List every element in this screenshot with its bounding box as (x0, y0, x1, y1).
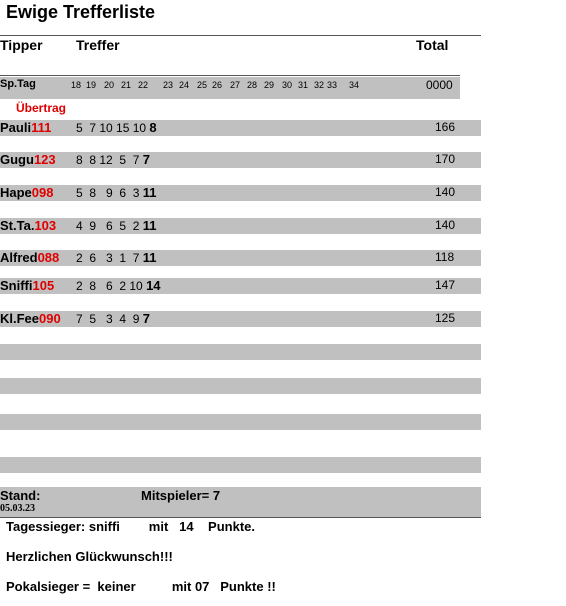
player-name-text: Sniffi (0, 278, 33, 293)
stand-row (0, 487, 481, 517)
player-hits-values: 5 7 10 15 10 (76, 121, 147, 135)
player-total: 125 (435, 311, 456, 325)
player-hits (76, 311, 150, 326)
spieltag-day: 33 (327, 80, 338, 90)
player-code: 088 (37, 250, 60, 265)
spieltag-label: Sp.Tag (0, 78, 36, 90)
player-last-hits: 11 (142, 250, 157, 265)
player-code: 111 (31, 120, 52, 135)
tagessieger-text: Tagessieger: sniffi mit 14 Punkte. (6, 519, 255, 534)
spieltag-day: 18 (71, 80, 82, 90)
player-hits-values: 5 8 9 6 3 (76, 186, 140, 200)
mitspieler-count: Mitspieler= 7 (141, 488, 221, 503)
player-name-text: Hape (0, 185, 32, 200)
empty-row (0, 344, 481, 360)
player-hits (76, 218, 156, 233)
pokalsieger-text: Pokalsieger = keiner mit 07 Punkte !! (6, 579, 276, 594)
player-name-text: Kl.Fee (0, 311, 40, 326)
spieltag-day: 20 (104, 80, 115, 90)
header-treffer: Treffer (76, 37, 120, 53)
player-last-hits: 7 (142, 311, 150, 326)
player-name (0, 185, 54, 200)
player-hits (76, 120, 157, 135)
player-hits (76, 278, 161, 293)
spieltag-day: 28 (247, 80, 258, 90)
player-hits-values: 4 9 6 5 2 (76, 219, 140, 233)
player-hits-values: 2 6 3 1 7 (76, 251, 140, 265)
table-row (0, 278, 481, 294)
player-last-hits: 7 (142, 152, 150, 167)
player-name-text: Pauli (0, 120, 32, 135)
player-code: 103 (34, 218, 57, 233)
player-total: 118 (435, 250, 455, 264)
player-name-text: Alfred (0, 250, 38, 265)
player-name (0, 218, 56, 233)
header-divider (0, 35, 481, 36)
empty-row (0, 457, 481, 473)
spieltag-day: 19 (86, 80, 97, 90)
spieltag-day: 30 (282, 80, 293, 90)
player-code: 090 (39, 311, 61, 326)
player-name-text: Gugu (0, 152, 34, 167)
player-total: 140 (435, 185, 456, 199)
glueckwunsch-text: Herzlichen Glückwunsch!!! (6, 549, 173, 564)
player-code: 098 (31, 185, 54, 200)
player-hits (76, 152, 150, 167)
spieltag-day: 23 (163, 80, 174, 90)
player-total: 170 (435, 152, 456, 166)
empty-row (0, 378, 481, 394)
spieltag-divider (0, 75, 460, 76)
player-name (0, 250, 59, 265)
spieltag-day: 29 (264, 80, 275, 90)
table-row (0, 311, 481, 327)
player-code: 105 (32, 278, 55, 293)
player-name (0, 278, 54, 293)
player-total: 140 (435, 218, 456, 232)
spieltag-day: 22 (138, 80, 149, 90)
player-total: 166 (435, 120, 456, 134)
player-last-hits: 11 (142, 185, 157, 200)
spieltag-day: 24 (179, 80, 190, 90)
spieltag-day: 25 (197, 80, 208, 90)
stand-date: 05.03.23 (0, 503, 35, 514)
page-title: Ewige Trefferliste (6, 2, 156, 22)
spieltag-day: 21 (121, 80, 132, 90)
player-hits (76, 250, 156, 265)
player-code: 123 (33, 152, 56, 167)
player-hits-values: 2 8 6 2 10 (76, 279, 143, 293)
player-name (0, 152, 56, 167)
table-row (0, 218, 481, 234)
player-hits-values: 8 8 12 5 7 (76, 153, 140, 167)
player-hits (76, 185, 156, 200)
empty-row (0, 414, 481, 430)
player-last-hits: 11 (142, 218, 157, 233)
spieltag-day: 26 (212, 80, 223, 90)
footer-divider (0, 517, 481, 518)
spieltag-day: 32 (314, 80, 325, 90)
table-row (0, 152, 481, 168)
player-last-hits: 14 (146, 278, 161, 293)
player-hits-values: 7 5 3 4 9 (76, 312, 140, 326)
header-total: Total (416, 37, 449, 53)
spieltag-day: 34 (349, 80, 360, 90)
player-total: 147 (435, 278, 456, 292)
spieltag-total: 0000 (426, 78, 453, 92)
player-name (0, 120, 51, 135)
stand-label: Stand: (0, 488, 41, 503)
table-row (0, 120, 481, 136)
table-row (0, 250, 481, 266)
table-row (0, 185, 481, 201)
spieltag-day: 27 (230, 80, 241, 90)
uebertrag-label: Übertrag (16, 101, 67, 115)
header-tipper: Tipper (0, 37, 43, 53)
player-name-text: St.Ta. (0, 218, 35, 233)
spieltag-day: 31 (298, 80, 309, 90)
player-name (0, 311, 61, 326)
player-last-hits: 8 (149, 120, 157, 135)
